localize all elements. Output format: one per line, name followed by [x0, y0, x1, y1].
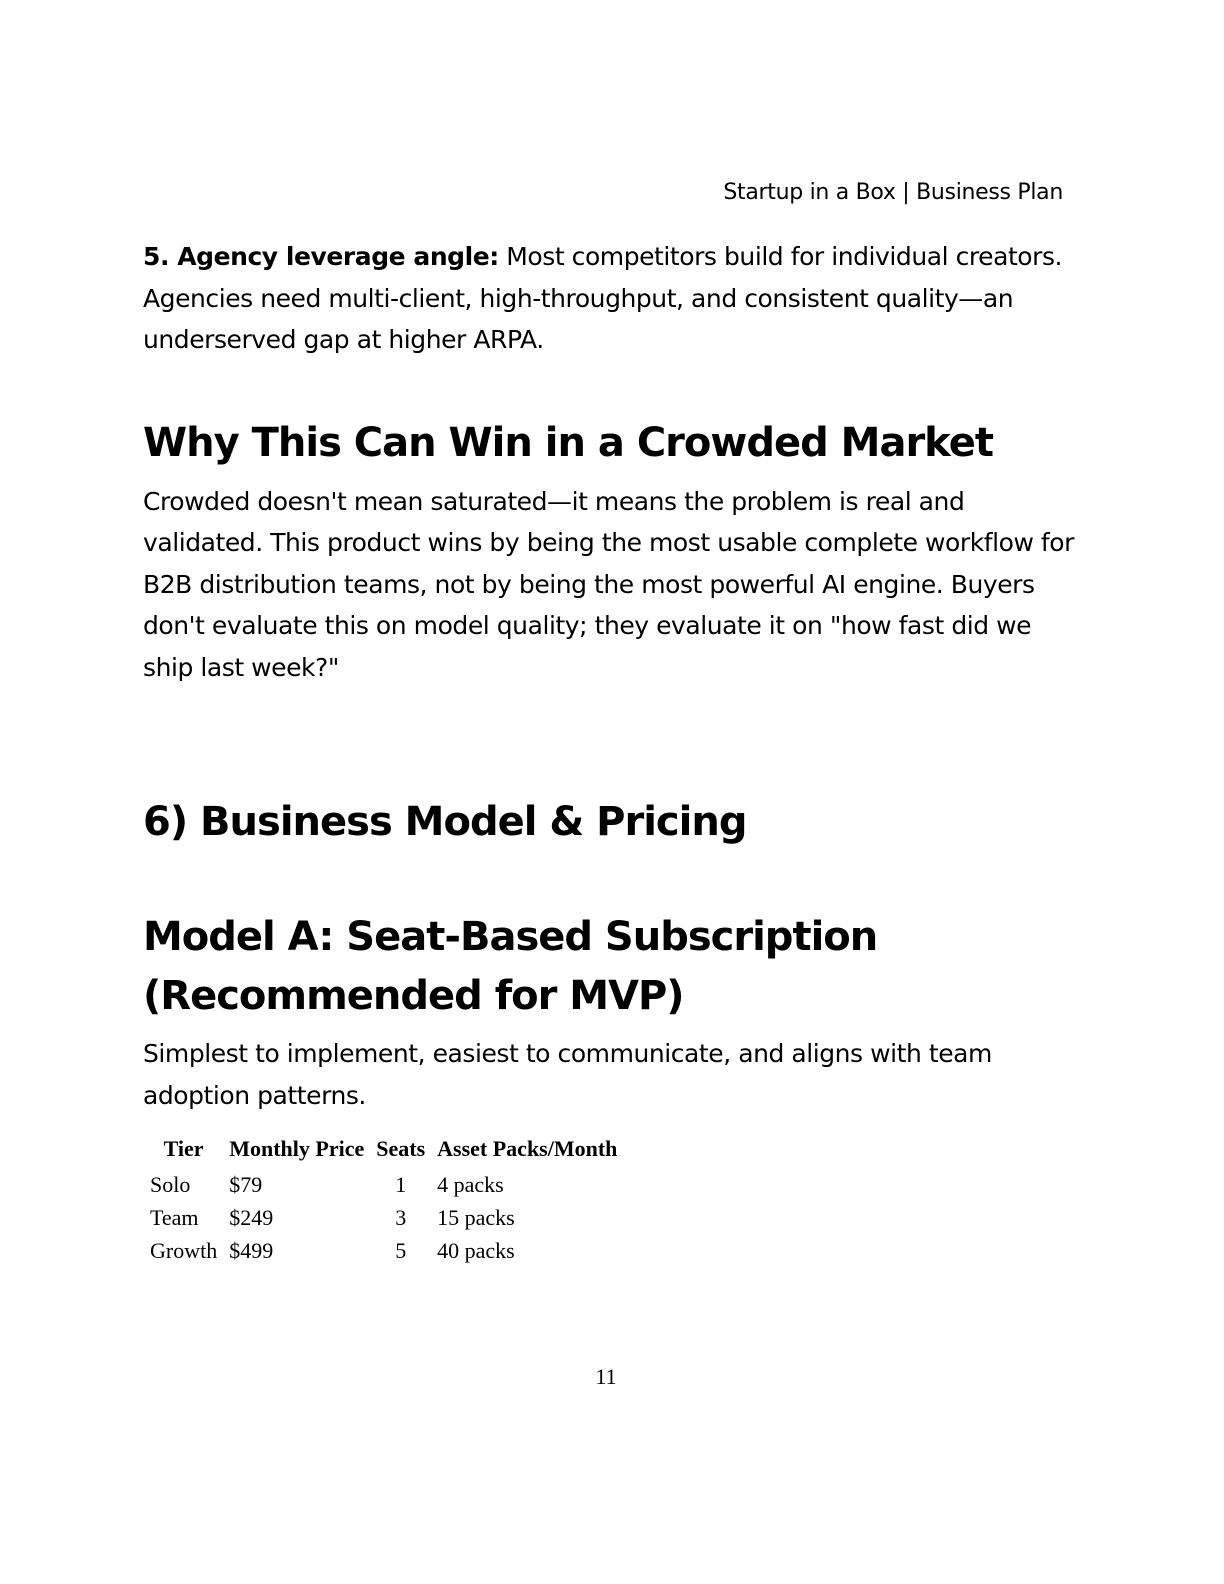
- cell-tier: Growth: [150, 1237, 218, 1263]
- cell-seats: 1: [395, 1171, 407, 1197]
- column-header-tier: Tier: [163, 1136, 204, 1161]
- cell-asset-packs: 40 packs: [437, 1237, 515, 1263]
- pricing-table: [144, 1134, 623, 1267]
- point-5-text: Most competitors build for individual creators. Agencies need multi-client, high-throughput, and consistent quality—an underserved gap at higher ARPA.: [143, 242, 1063, 354]
- cell-monthly-price: $249: [229, 1204, 274, 1230]
- table-row: [144, 1234, 623, 1267]
- column-header-seats: Seats: [376, 1136, 426, 1161]
- point-5-label: 5. Agency leverage angle:: [143, 242, 499, 271]
- cell-seats: 5: [395, 1237, 407, 1263]
- cell-monthly-price: $79: [229, 1171, 263, 1197]
- table-row: [144, 1168, 623, 1201]
- point-5-paragraph: [143, 236, 1083, 361]
- column-header-asset-packs: Asset Packs/Month: [437, 1136, 618, 1161]
- page-number: 11: [595, 1364, 617, 1389]
- section-body-why-win: Crowded doesn't mean saturated—it means the problem is real and validated. This product wins by being the most usable complete workflow for B2B distribution teams, not by being the most powerful AI engine. Buyers don't evaluate this on model quality; they evaluate it on "how fast did we ship last week?": [143, 486, 1074, 682]
- cell-monthly-price: $499: [229, 1237, 274, 1263]
- cell-asset-packs: 15 packs: [437, 1204, 515, 1230]
- section-heading-business-model: 6) Business Model & Pricing: [143, 799, 747, 845]
- section-heading-why-win: Why This Can Win in a Crowded Market: [143, 419, 993, 466]
- section-body-model-a: Simplest to implement, easiest to communicate, and aligns with team adoption patterns.: [143, 1039, 992, 1110]
- cell-tier: Team: [150, 1204, 199, 1230]
- cell-tier: Solo: [150, 1171, 191, 1197]
- section-heading-model-a: Model A: Seat-Based Subscription (Recommended for MVP): [143, 914, 878, 1019]
- column-header-monthly-price: Monthly Price: [229, 1136, 365, 1161]
- table-row: [144, 1201, 623, 1234]
- cell-seats: 3: [395, 1204, 407, 1230]
- page-content: [143, 236, 1083, 1267]
- cell-asset-packs: 4 packs: [437, 1171, 504, 1197]
- page-header: Startup in a Box | Business Plan: [723, 180, 1063, 205]
- pricing-table-header-row: [144, 1134, 623, 1168]
